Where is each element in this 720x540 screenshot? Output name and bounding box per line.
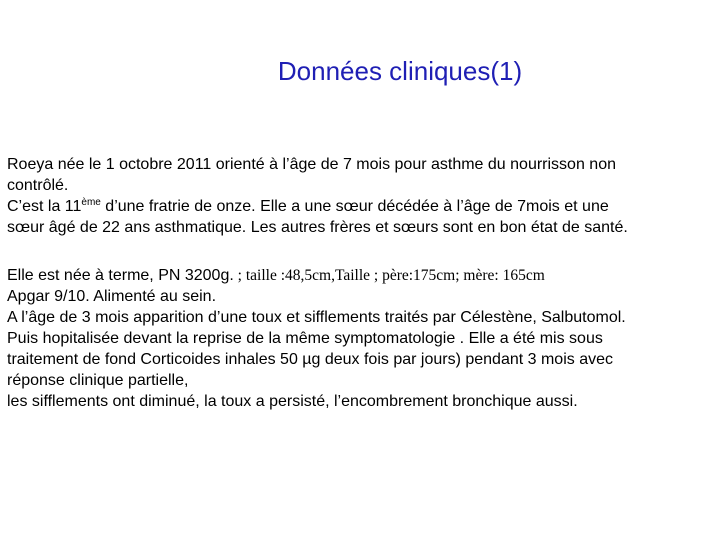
text-line: réponse clinique partielle,: [7, 372, 189, 389]
text-fragment: C’est la 11: [7, 198, 82, 215]
text-fragment: d’une fratrie de onze. Elle a une sœur décédée à l’âge de 7mois et une: [100, 198, 609, 215]
text-line: sœur âgé de 22 ans asthmatique. Les autres frères et sœurs sont en bon état de santé.: [7, 219, 628, 236]
text-line: contrôlé.: [7, 177, 69, 194]
text-fragment: Elle est née à terme, PN 3200g.: [7, 267, 234, 284]
birth-and-treatment-paragraph: [7, 265, 715, 412]
text-line-mixed-font: [7, 265, 715, 286]
superscript-ordinal: ème: [81, 197, 101, 208]
text-line: les sifflements ont diminué, la toux a persisté, l’encombrement bronchique aussi.: [7, 393, 578, 410]
slide-title: Données cliniques(1): [277, 56, 523, 86]
clinical-history-paragraph: [7, 154, 715, 238]
text-line: Apgar 9/10. Alimenté au sein.: [7, 288, 217, 305]
measurements-fragment: ; taille :48,5cm,Taille ; père:175cm; mère: 165cm: [233, 267, 545, 284]
text-line: A l’âge de 3 mois apparition d’une toux et sifflements traités par Célestène, Salbutomol.: [7, 309, 626, 326]
text-line: traitement de fond Corticoides inhales 50 µg deux fois par jours) pendant 3 mois avec: [7, 351, 613, 368]
text-line-with-superscript: [7, 196, 715, 217]
text-line: Puis hopitalisée devant la reprise de la même symptomatologie . Elle a été mis sous: [7, 330, 603, 347]
text-line: Roeya née le 1 octobre 2011 orienté à l’âge de 7 mois pour asthme du nourrisson non: [7, 156, 616, 173]
